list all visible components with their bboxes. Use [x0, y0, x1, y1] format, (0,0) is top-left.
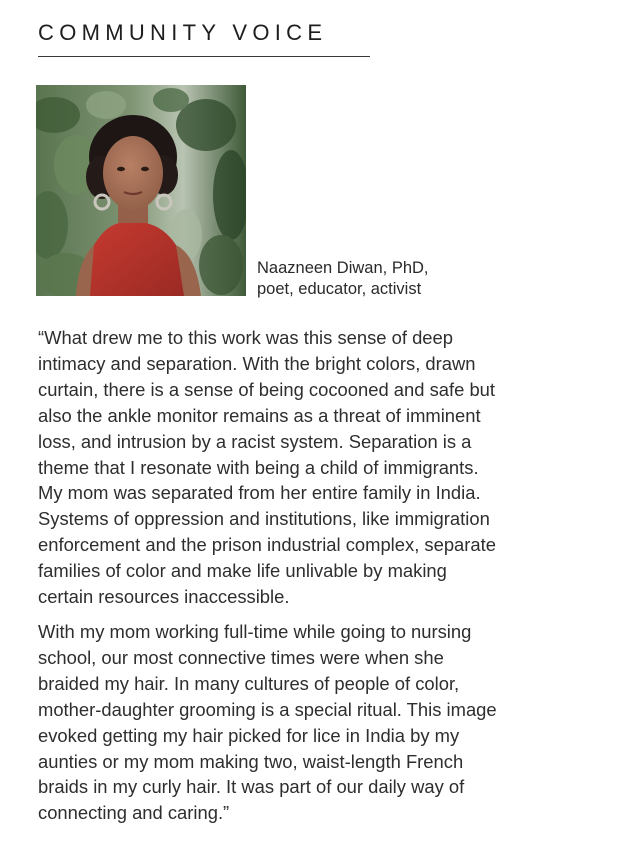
quote-body: [38, 325, 598, 826]
portrait-caption: [257, 258, 429, 300]
quote-line: school, our most connective times were when she: [38, 646, 444, 668]
quote-line: connecting and caring.”: [38, 802, 230, 824]
quote-line: loss, and intrusion by a racist system. Separation is a: [38, 430, 472, 452]
title-underline: [38, 56, 370, 57]
quote-line: My mom was separated from her entire family in India.: [38, 482, 481, 504]
quote-line: curtain, there is a sense of being cocooned and safe but: [38, 378, 496, 400]
quote-line: braided my hair. In many cultures of people of color,: [38, 672, 460, 694]
quote-line: braids in my curly hair. It was part of our daily way of: [38, 776, 465, 798]
caption-name: Naazneen Diwan, PhD,: [257, 259, 429, 277]
quote-line: also the ankle monitor remains as a threat of imminent: [38, 404, 481, 426]
quote-line: mother-daughter grooming is a special ritual. This image: [38, 698, 497, 720]
portrait-photo: [36, 85, 246, 296]
quote-line: With my mom working full-time while going to nursing: [38, 620, 472, 642]
quote-line: “What drew me to this work was this sense of deep: [38, 327, 453, 348]
quote-line: aunties or my mom making two, waist-length French: [38, 750, 464, 772]
quote-line: theme that I resonate with being a child of immigrants.: [38, 456, 479, 478]
quote-line: certain resources inaccessible.: [38, 586, 290, 608]
quote-line: Systems of oppression and institutions, like immigration: [38, 508, 490, 530]
quote-line: families of color and make life unlivable by making: [38, 560, 447, 582]
quote-paragraph-1: [38, 325, 598, 610]
quote-line: intimacy and separation. With the bright colors, drawn: [38, 352, 476, 374]
quote-line: evoked getting my hair picked for lice in India by my: [38, 724, 460, 746]
section-title: COMMUNITY VOICE: [38, 20, 328, 45]
quote-line: enforcement and the prison industrial complex, separate: [38, 534, 496, 556]
portrait-illustration: [36, 85, 246, 296]
caption-role: poet, educator, activist: [257, 280, 422, 298]
quote-paragraph-2: [38, 619, 598, 826]
